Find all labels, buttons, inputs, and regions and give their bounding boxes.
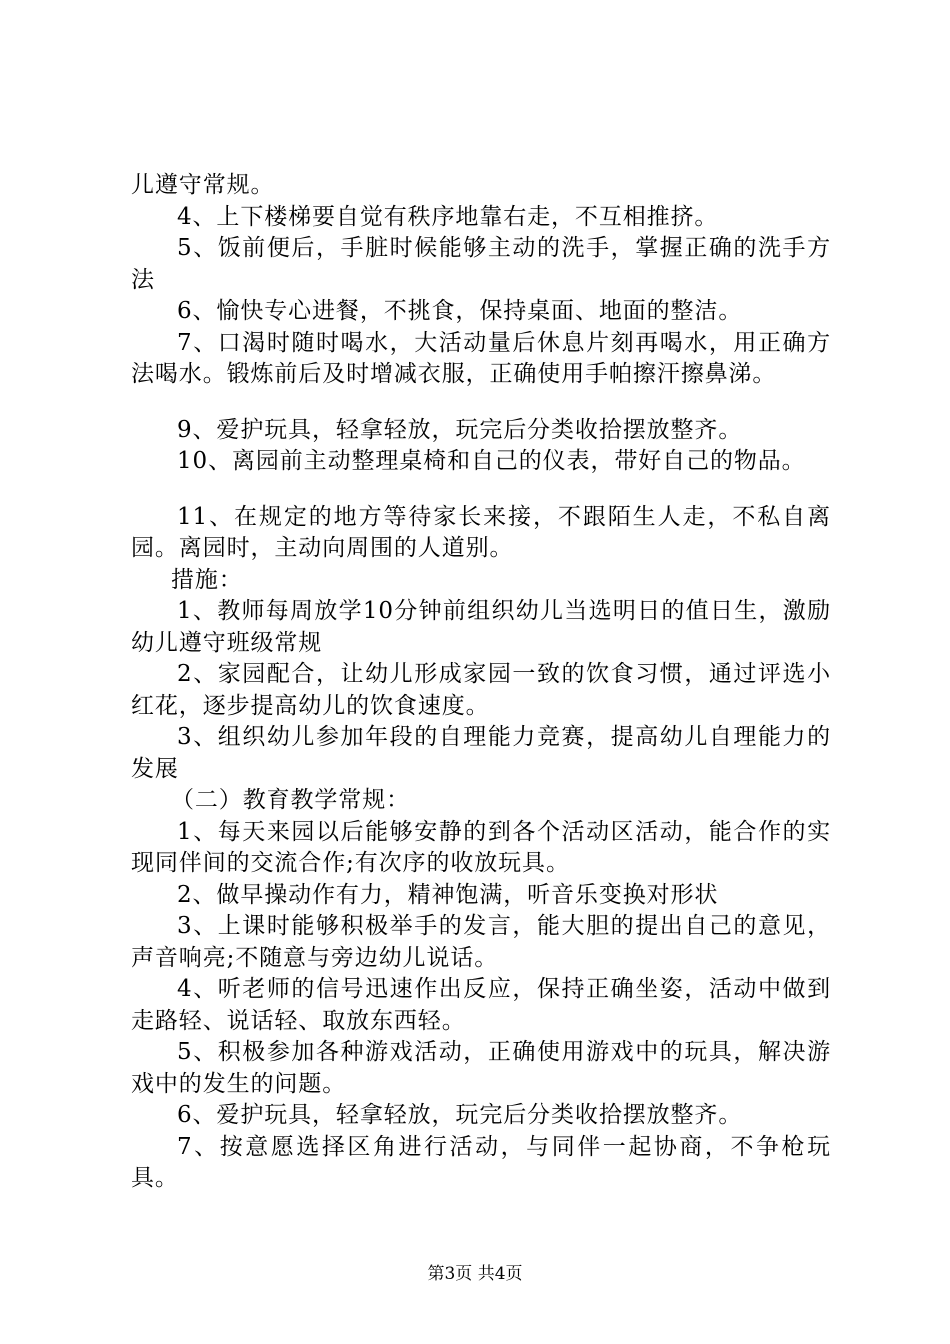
paragraph-rule-6: 6、愉快专心进餐，不挑食，保持桌面、地面的整洁。 xyxy=(177,298,743,324)
paragraph-teaching-3: 3、上课时能够积极举手的发言，能大胆的提出自己的意见，声音响亮;不随意与旁边幼儿说话。 xyxy=(131,913,831,971)
paragraph-rule-4: 4、上下楼梯要自觉有秩序地靠右走，不互相推挤。 xyxy=(177,203,719,230)
paragraph-teaching-5: 5、积极参加各种游戏活动，正确使用游戏中的玩具，解决游戏中的发生的问题。 xyxy=(131,1039,831,1097)
paragraph-teaching-4: 4、听老师的信号迅速作出反应，保持正确坐姿，活动中做到走路轻、说话轻、取放东西轻。 xyxy=(131,976,831,1034)
paragraph-teaching-6: 6、爱护玩具，轻拿轻放，玩完后分类收拾摆放整齐。 xyxy=(177,1102,743,1128)
paragraph-rule-11: 11、在规定的地方等待家长来接，不跟陌生人走，不私自离园。离园时，主动向周围的人道别。 xyxy=(131,503,831,561)
paragraph-continuation: 儿遵守常规。 xyxy=(131,172,275,198)
paragraph-measure-1: 1、教师每周放学10分钟前组织幼儿当选明日的值日生，激励幼儿遵守班级常规 xyxy=(131,598,831,656)
paragraph-rule-9: 9、爱护玩具，轻拿轻放，玩完后分类收拾摆放整齐。 xyxy=(177,416,743,443)
section-heading-teaching: （二）教育教学常规： xyxy=(171,787,410,813)
paragraph-teaching-2: 2、做早操动作有力，精神饱满，听音乐变换对形状 xyxy=(177,881,719,908)
paragraph-teaching-7: 7、按意愿选择区角进行活动，与同伴一起协商，不争枪玩具。 xyxy=(131,1133,831,1191)
paragraph-rule-7: 7、口渴时随时喝水，大活动量后休息片刻再喝水，用正确方法喝水。锻炼前后及时增减衣服，正确使用手帕擦汗擦鼻涕。 xyxy=(131,329,831,387)
paragraph-measure-3: 3、组织幼儿参加年段的自理能力竞赛，提高幼儿自理能力的发展 xyxy=(131,724,831,782)
paragraph-teaching-1: 1、每天来园以后能够安静的到各个活动区活动，能合作的实现同伴间的交流合作;有次序的收放玩具。 xyxy=(131,818,831,876)
document-body xyxy=(131,170,831,1195)
section-heading-measures: 措施： xyxy=(171,566,243,593)
paragraph-rule-10: 10、离园前主动整理桌椅和自己的仪表，带好自己的物品。 xyxy=(177,448,806,474)
paragraph-measure-2: 2、家园配合，让幼儿形成家园一致的饮食习惯，通过评选小红花，逐步提高幼儿的饮食速度。 xyxy=(131,661,831,719)
paragraph-rule-5: 5、饭前便后，手脏时候能够主动的洗手，掌握正确的洗手方法 xyxy=(131,235,831,293)
page-number-footer: 第3页 共4页 xyxy=(427,1264,523,1284)
